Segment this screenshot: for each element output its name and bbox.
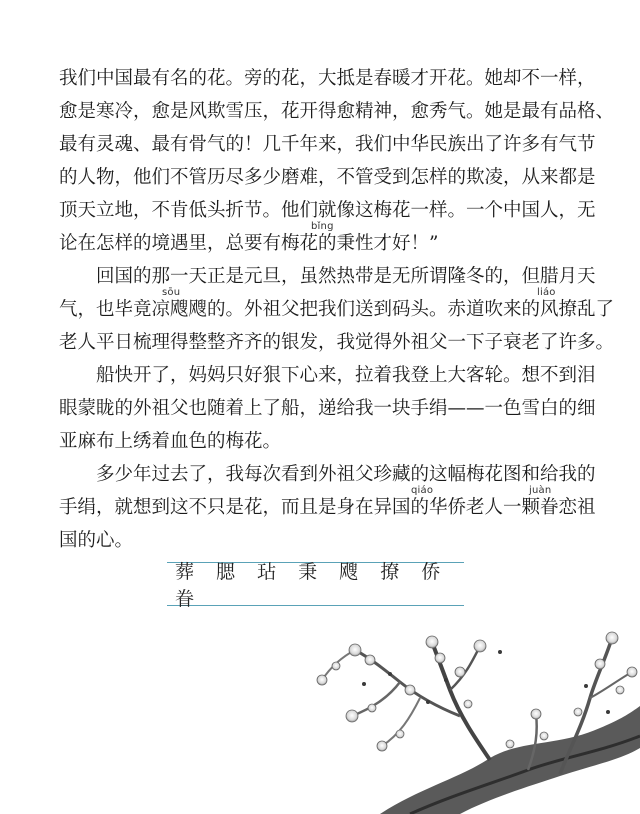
text-line bbox=[0, 495, 640, 521]
text-line bbox=[0, 99, 640, 125]
vocabulary-words: 葬 腮 玷 秉 飕 撩 侨 眷 bbox=[175, 561, 449, 610]
line-text: 眼蒙眬的外祖父也随着上了船，递给我一块手绢——一色雪白的细 bbox=[59, 398, 596, 419]
pinyin-annotation-qiao: qiáo bbox=[411, 485, 434, 496]
vocabulary-box bbox=[167, 561, 464, 610]
text-line bbox=[0, 66, 640, 92]
pinyin-annotation-juan: juàn bbox=[529, 485, 552, 496]
plum-blossom-illustration bbox=[260, 628, 640, 814]
line-text: 顶天立地，不肯低头折节。他们就像这梅花一样。一个中国人，无 bbox=[59, 200, 596, 221]
line-text: 亚麻布上绣着血色的梅花。 bbox=[59, 431, 282, 452]
line-text: 最有灵魂、最有骨气的！几千年来，我们中华民族出了许多有气节 bbox=[59, 134, 596, 155]
text-line bbox=[0, 132, 640, 158]
line-text: 船快开了，妈妈只好狠下心来，拉着我登上大客轮。想不到泪 bbox=[96, 365, 596, 386]
line-text: 多少年过去了，我每次看到外祖父珍藏的这幅梅花图和给我的 bbox=[96, 464, 596, 485]
text-line bbox=[0, 330, 640, 356]
pinyin-annotation-liao: liáo bbox=[537, 287, 556, 298]
line-text: 手绢，就想到这不只是花，而且是身在异国的华侨老人一颗眷恋祖 bbox=[59, 497, 596, 518]
pinyin-annotation-sou: sōu bbox=[162, 287, 181, 298]
text-line bbox=[0, 165, 640, 191]
text-line bbox=[0, 363, 640, 389]
text-line bbox=[0, 231, 640, 257]
line-text: 我们中国最有名的花。旁的花，大抵是春暖才开花。她却不一样， bbox=[59, 68, 596, 89]
text-line bbox=[0, 429, 640, 455]
line-text: 国的心。 bbox=[59, 530, 134, 551]
line-text: 愈是寒冷，愈是风欺雪压，花开得愈精神，愈秀气。她是最有品格、 bbox=[59, 101, 615, 122]
text-line bbox=[0, 396, 640, 422]
line-text: 老人平日梳理得整整齐齐的银发，我觉得外祖父一下子衰老了许多。 bbox=[59, 332, 615, 353]
text-line bbox=[0, 528, 640, 554]
text-line bbox=[0, 297, 640, 323]
line-text: 气，也毕竟凉飕飕的。外祖父把我们送到码头。赤道吹来的风撩乱了 bbox=[59, 299, 615, 320]
line-text: 论在怎样的境遇里，总要有梅花的秉性才好！” bbox=[59, 233, 439, 254]
line-text: 回国的那一天正是元旦，虽然热带是无所谓隆冬的，但腊月天 bbox=[96, 266, 596, 287]
line-text: 的人物，他们不管历尽多少磨难，不管受到怎样的欺凌，从来都是 bbox=[59, 167, 596, 188]
pinyin-annotation-bing: bǐng bbox=[311, 221, 334, 232]
